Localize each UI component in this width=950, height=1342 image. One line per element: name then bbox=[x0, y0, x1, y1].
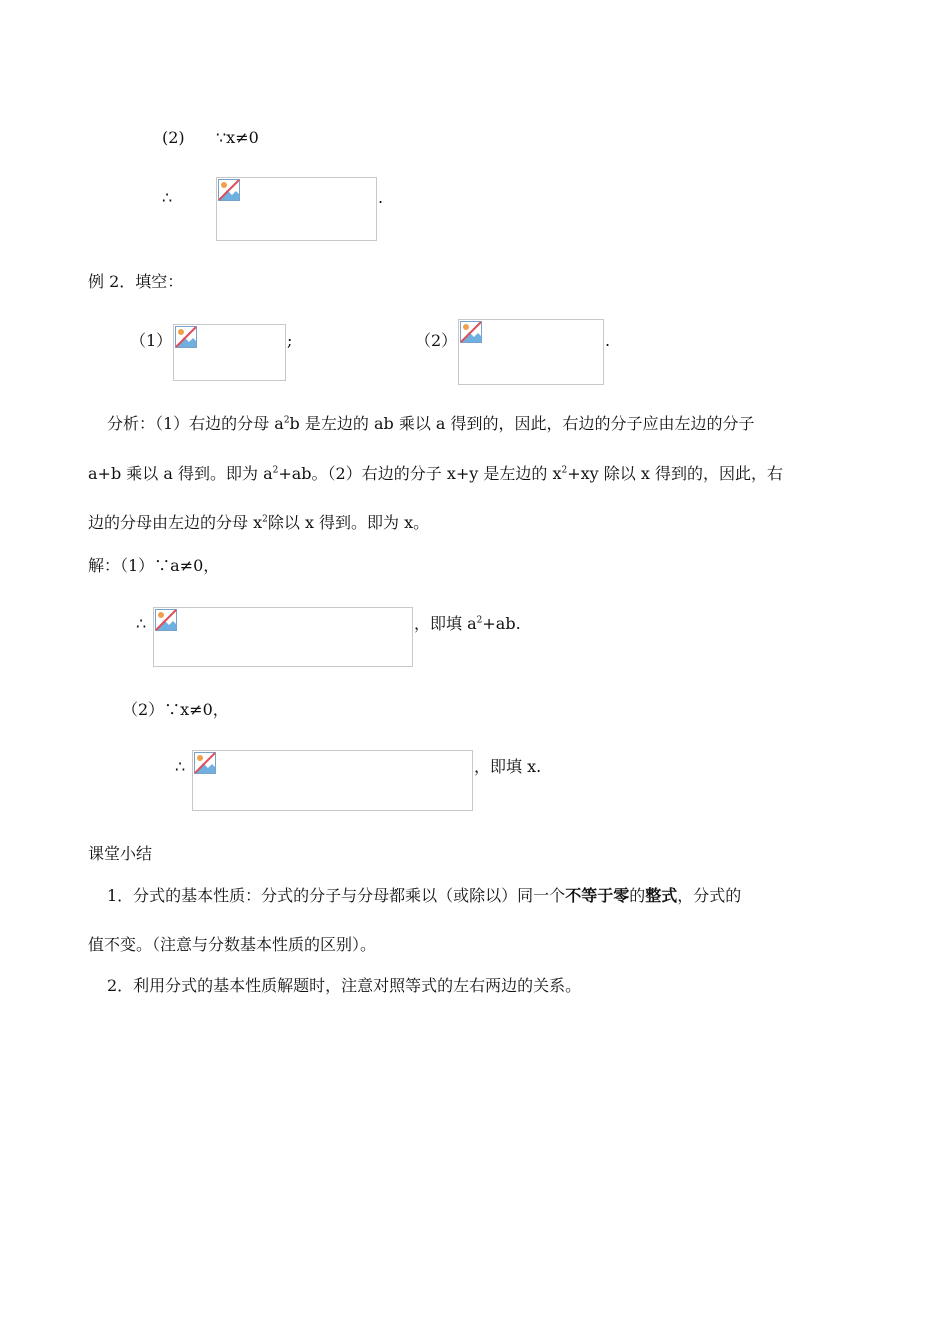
end-period: . bbox=[378, 188, 384, 207]
summary-title: 课堂小结 bbox=[88, 844, 153, 863]
fill-answer-1: ，即填 $a^2+ab$. bbox=[414, 614, 521, 633]
solution-part-2: （2）∵x≠0， bbox=[122, 700, 229, 719]
broken-image-icon bbox=[460, 321, 482, 343]
summary-item-1-cont: 值不变。（注意与分数基本性质的区别）。 bbox=[88, 935, 377, 954]
fill-answer-2: ，即填 x. bbox=[474, 757, 542, 776]
analysis-line-3: 边的分母由左边的分母 $x^2$除以 x 得到。即为 x。 bbox=[88, 513, 430, 532]
therefore-symbol: ∴ bbox=[162, 188, 173, 207]
broken-image-placeholder bbox=[173, 324, 286, 381]
broken-image-icon bbox=[155, 609, 177, 631]
broken-image-icon bbox=[194, 752, 216, 774]
broken-image-icon bbox=[218, 179, 240, 201]
solution-heading: 解：（1）∵a≠0， bbox=[88, 556, 220, 575]
item-number: (2) bbox=[162, 128, 185, 147]
analysis-line-2: a+b 乘以 a 得到。即为 $a^2+ab$。（2）右边的分子 x+y 是左边的 $x^2+xy$ 除以 x 得到的，因此，右 bbox=[88, 464, 783, 483]
broken-image-icon bbox=[175, 326, 197, 348]
analysis-line-1: 分析：（1）右边的分母 $a^2b$ 是左边的 ab 乘以 a 得到的，因此，右边的分子应由左边的分子 bbox=[107, 414, 755, 433]
end-period: . bbox=[605, 331, 611, 350]
therefore-symbol: ∴ bbox=[136, 614, 147, 633]
condition-text: ∵x≠0 bbox=[216, 128, 259, 147]
broken-image-placeholder bbox=[153, 607, 413, 667]
broken-image-placeholder bbox=[458, 319, 604, 385]
summary-item-2: 2．利用分式的基本性质解题时，注意对照等式的左右两边的关系。 bbox=[107, 976, 582, 995]
example-heading: 例 2．填空： bbox=[88, 272, 184, 291]
therefore-symbol: ∴ bbox=[175, 757, 186, 776]
part-label-2: （2） bbox=[415, 331, 458, 350]
part-label-1: （1） bbox=[130, 331, 173, 350]
semicolon: ; bbox=[287, 331, 293, 350]
broken-image-placeholder bbox=[192, 750, 473, 811]
broken-image-placeholder bbox=[216, 177, 377, 241]
summary-item-1: 1．分式的基本性质：分式的分子与分母都乘以（或除以）同一个不等于零的整式，分式的 bbox=[107, 886, 742, 905]
